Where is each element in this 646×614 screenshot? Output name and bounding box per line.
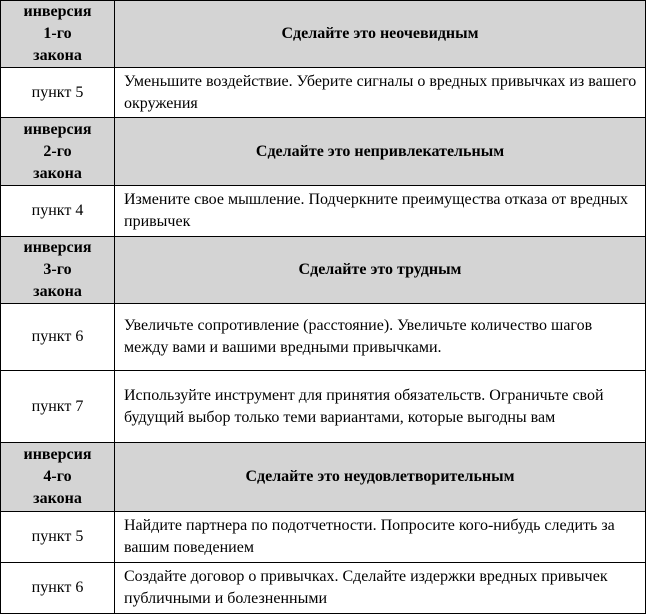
point-text: Создайте договор о привычках. Сделайте издержки вредных привычек публичными и болезненными <box>115 563 646 614</box>
law-title: Сделайте это неудовлетворительным <box>115 443 646 512</box>
point-label: пункт 6 <box>1 563 115 614</box>
law-label-line: инверсия <box>23 120 92 138</box>
law-label-line: инверсия <box>23 446 92 463</box>
law-label-line: 4-го <box>43 468 72 485</box>
point-label: пункт 7 <box>1 371 115 443</box>
table-row <box>1 563 646 614</box>
law-label-line: 3-го <box>43 261 72 278</box>
law-header-row <box>1 443 646 512</box>
law-title: Сделайте это непривлекательным <box>115 118 646 186</box>
table-row <box>1 371 646 443</box>
point-label: пункт 5 <box>1 68 115 118</box>
law-label-cell <box>1 118 115 186</box>
law-label-line: инверсия <box>23 239 92 256</box>
law-header-row <box>1 1 646 68</box>
law-label-line: 2-го <box>43 142 72 160</box>
law-label-line: закона <box>33 164 82 182</box>
law-title: Сделайте это неочевидным <box>115 1 646 68</box>
law-label-line: закона <box>33 47 82 64</box>
law-label-line: инверсия <box>23 3 92 20</box>
law-label-cell <box>1 237 115 304</box>
point-text: Измените свое мышление. Подчеркните преимущества отказа от вредных привычек <box>115 186 646 237</box>
point-text: Уменьшите воздействие. Уберите сигналы о вредных привычках из вашего окружения <box>115 68 646 118</box>
law-title: Сделайте это трудным <box>115 237 646 304</box>
law-label-line: 1-го <box>43 25 72 42</box>
table-row <box>1 68 646 118</box>
law-label-line: закона <box>33 283 82 300</box>
point-label: пункт 6 <box>1 304 115 371</box>
table-body <box>1 1 646 614</box>
law-label-line: закона <box>33 490 82 507</box>
law-header-row <box>1 237 646 304</box>
table-row <box>1 186 646 237</box>
table-row <box>1 304 646 371</box>
law-header-row <box>1 118 646 186</box>
law-label-cell <box>1 1 115 68</box>
law-label-cell <box>1 443 115 512</box>
table-row <box>1 512 646 563</box>
point-label: пункт 5 <box>1 512 115 563</box>
point-text: Используйте инструмент для принятия обязательств. Ограничьте свой будущий выбор только теми вариантами, которые выгодны вам <box>115 371 646 443</box>
point-label: пункт 4 <box>1 186 115 237</box>
point-text: Найдите партнера по подотчетности. Попросите кого-нибудь следить за вашим поведением <box>115 512 646 563</box>
point-text: Увеличьте сопротивление (расстояние). Увеличьте количество шагов между вами и вашими вредными привычками. <box>115 304 646 371</box>
